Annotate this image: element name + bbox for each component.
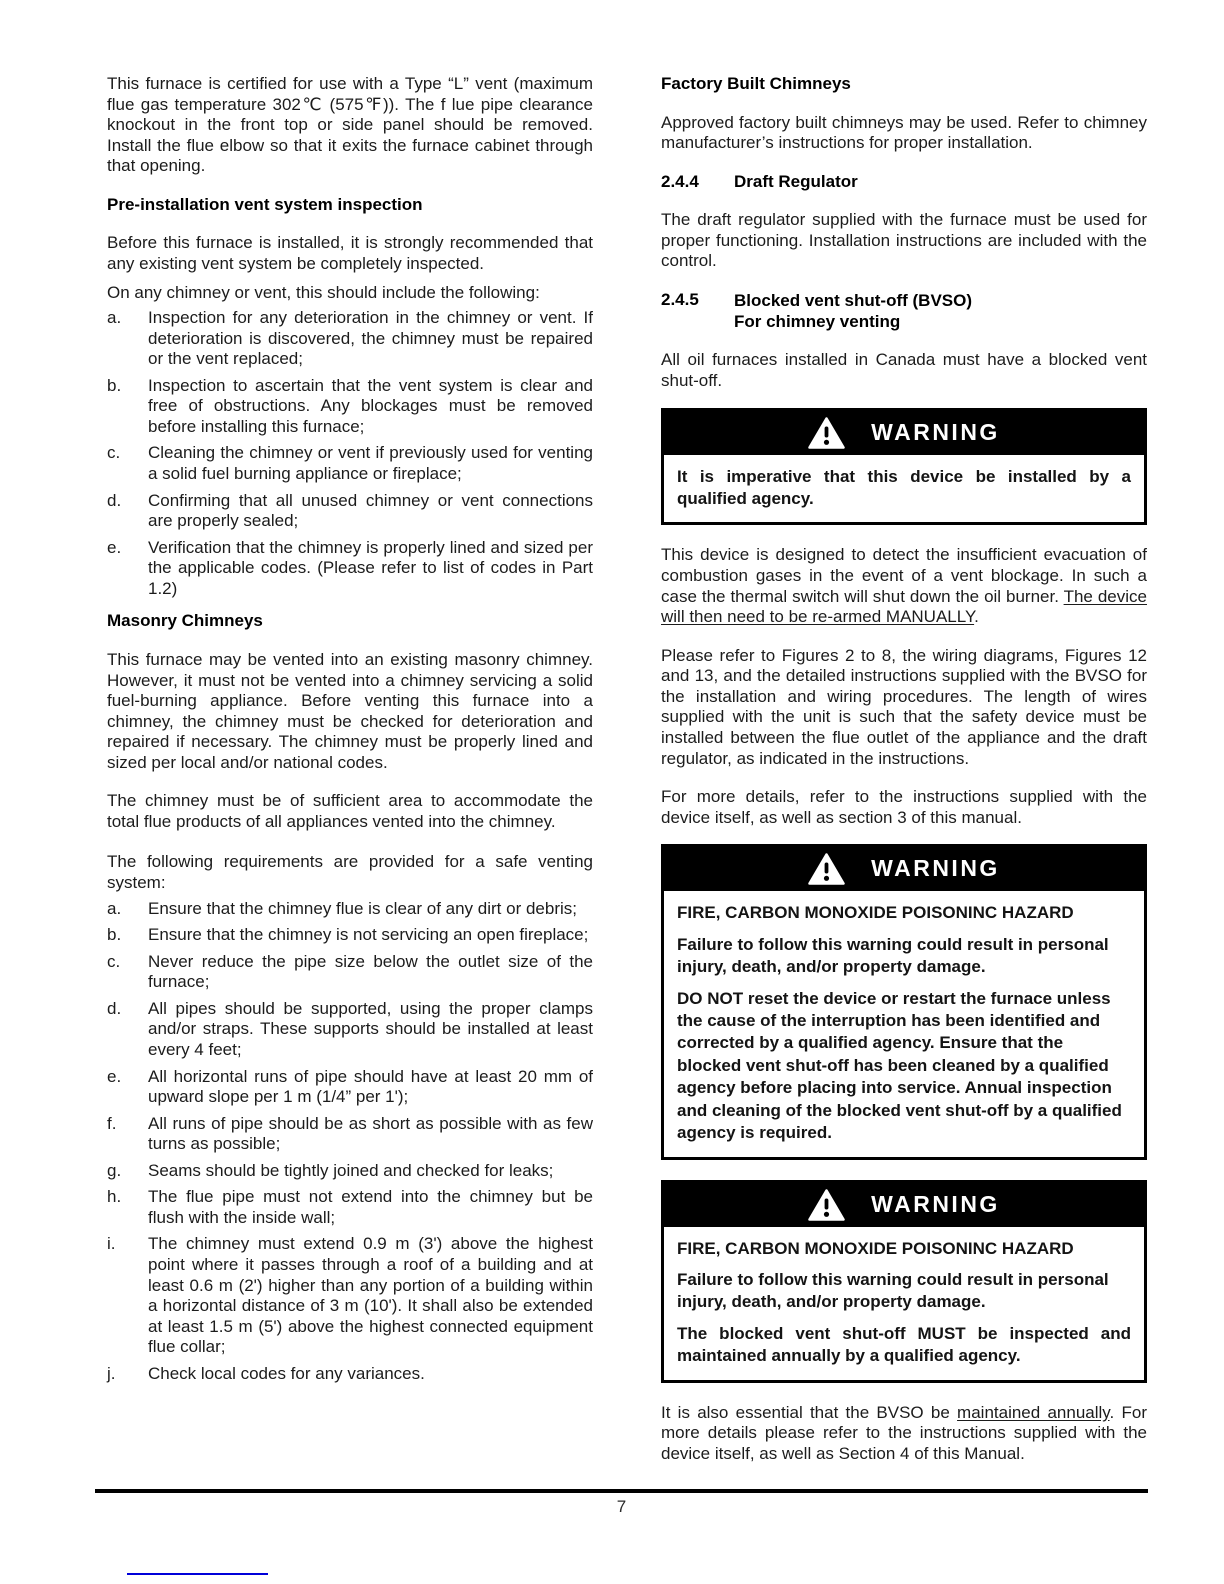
footer-rule: [95, 1489, 1148, 1493]
list-item: [107, 1161, 593, 1182]
list-item-text: The chimney must extend 0.9 m (3') above the highest point where it passes through a roof of a building and at least 0.6 m (2') higher than any portion of a building within a horizontal distance of 3 m (10'). It shall also be extended at least 1.5 m (5') above the highest connected equipment flue collar;: [148, 1234, 593, 1357]
list-item-text: Never reduce the pipe size below the outlet size of the furnace;: [148, 951, 593, 992]
list-marker: j.: [107, 1363, 116, 1383]
section-heading-blocked-vent-shutoff: [661, 290, 1147, 333]
paragraph-factory-chimneys: Approved factory built chimneys may be used. Refer to chimney manufacturer’s instructions for proper installation.: [661, 112, 1147, 153]
list-marker: d.: [107, 998, 122, 1018]
list-marker: b.: [107, 925, 122, 945]
warning-box-annual-inspection: [661, 1180, 1147, 1383]
right-column: [661, 74, 1147, 1482]
paragraph-bvso-canada: All oil furnaces installed in Canada must have a blocked vent shut-off.: [661, 350, 1147, 390]
list-item: [107, 376, 593, 438]
warning-text: DO NOT reset the device or restart the furnace unless the cause of the interruption has been identified and corrected by a qualified agency. Ensure that the blocked vent shut-off has been cleaned by a qualified agency before placing into service. Annual inspection and cleaning of the blocked vent shut-off by a qualified agency is required.: [677, 988, 1122, 1143]
paragraph-more-details-section3: For more details, refer to the instructions supplied with the device itself, as well as section 3 of this manual.: [661, 787, 1147, 827]
list-item: [107, 1067, 593, 1108]
warning-text: Failure to follow this warning could result in personal injury, death, and/or property damage.: [677, 934, 1109, 977]
list-item: [107, 1364, 593, 1385]
heading-masonry-chimneys: Masonry Chimneys: [107, 611, 263, 631]
list-marker: b.: [107, 375, 122, 395]
text-segment: .: [974, 607, 979, 627]
text-segment: . For more details please refer to the instructions supplied with the device itself, as well as Section 4 of this Manual.: [661, 1402, 1147, 1463]
list-item-text: Seams should be tightly joined and checked for leaks;: [148, 1160, 554, 1180]
warning-triangle-icon: [808, 417, 845, 449]
intro-paragraph: This furnace is certified for use with a Type “L” vent (maximum flue gas temperature 302℃ (575℉)). The f lue pipe clearance knockout in the front top or side panel should be removed. Install the flue elbow so that it exits the furnace cabinet through that opening.: [107, 74, 593, 176]
list-item-text: Inspection to ascertain that the vent system is clear and free of obstructions. Any blockages must be removed before installing this furnace;: [148, 375, 593, 436]
list-item: [107, 1114, 593, 1155]
list-vent-inspection: [107, 308, 593, 599]
text-segment: This device is designed to detect the insufficient evacuation of combustion gases in the event of a vent blockage. In such a case the thermal switch will shut down the oil burner.: [661, 545, 1147, 606]
section-title-line1: Blocked vent shut-off (BVSO): [734, 290, 973, 310]
warning-body: [664, 455, 1144, 523]
list-safe-venting-requirements: [107, 899, 593, 1385]
paragraph-draft-regulator: The draft regulator supplied with the furnace must be used for proper functioning. Installation instructions are included with the control.: [661, 210, 1147, 271]
list-marker: i.: [107, 1234, 116, 1254]
list-item: [107, 1187, 593, 1228]
list-item: [107, 925, 593, 946]
warning-header: [664, 411, 1144, 455]
list-item: [107, 308, 593, 370]
list-marker: h.: [107, 1187, 122, 1207]
list-marker: g.: [107, 1160, 122, 1180]
paragraph-device-designed: [661, 545, 1147, 627]
list-marker: c.: [107, 443, 121, 463]
warning-header: [664, 847, 1144, 891]
paragraph-safe-venting-requirements: The following requirements are provided for a safe venting system:: [107, 852, 593, 892]
section-title-line2: For chimney venting: [734, 312, 901, 332]
footer-link-mark: [127, 1573, 268, 1575]
list-item: [107, 491, 593, 532]
list-item-text: All horizontal runs of pipe should have at least 20 mm of upward slope per 1 m (1/4” per 1');: [148, 1066, 593, 1107]
warning-triangle-icon: [808, 853, 845, 885]
list-item-text: Ensure that the chimney is not servicing an open fireplace;: [148, 925, 589, 945]
warning-box-installed-by-qualified-agency: [661, 408, 1147, 526]
list-marker: a.: [107, 898, 122, 918]
list-item: [107, 952, 593, 993]
list-marker: f.: [107, 1113, 117, 1133]
list-item: [107, 899, 593, 920]
list-item: [107, 538, 593, 600]
section-number: 2.4.4: [661, 171, 699, 191]
page-number: 7: [616, 1497, 627, 1516]
warning-label: WARNING: [871, 418, 1000, 445]
list-item-text: Verification that the chimney is properly lined and sized per the applicable codes. (Please refer to list of codes in Part 1.2): [148, 537, 593, 598]
warning-triangle-icon: [808, 1189, 845, 1221]
section-heading-draft-regulator: [661, 172, 1147, 193]
paragraph-refer-figures: Please refer to Figures 2 to 8, the wiring diagrams, Figures 12 and 13, and the detailed instructions supplied with the BVSO for the installation and wiring procedures. The length of wires supplied with the unit is such that the safety device must be installed between the flue outlet of the appliance and the draft regulator, as indicated in the instructions.: [661, 645, 1147, 768]
list-item-text: All pipes should be supported, using the proper clamps and/or straps. These supports should be installed at least every 4 feet;: [148, 998, 593, 1059]
list-item-text: Confirming that all unused chimney or vent connections are properly sealed;: [148, 490, 593, 531]
warning-hazard-title: FIRE, CARBON MONOXIDE POISONINC HAZARD: [677, 1238, 1074, 1258]
list-item-text: All runs of pipe should be as short as possible with as few turns as possible;: [148, 1113, 593, 1154]
warning-text: The blocked vent shut-off MUST be inspected and maintained annually by a qualified agency.: [677, 1323, 1131, 1366]
paragraph-inspection-recommended: Before this furnace is installed, it is strongly recommended that any existing vent system be completely inspected.: [107, 233, 593, 273]
two-column-layout: [107, 74, 1147, 1482]
text-segment: It is also essential that the BVSO be: [661, 1402, 958, 1422]
list-item-text: Check local codes for any variances.: [148, 1363, 425, 1383]
list-item: [107, 443, 593, 484]
list-item: [107, 999, 593, 1061]
warning-header: [664, 1183, 1144, 1227]
paragraph-chimney-sufficient-area: The chimney must be of sufficient area to accommodate the total flue products of all appliances vented into the chimney.: [107, 791, 593, 831]
list-item-text: Ensure that the chimney flue is clear of any dirt or debris;: [148, 898, 577, 918]
list-marker: e.: [107, 537, 122, 557]
list-item-text: Inspection for any deterioration in the chimney or vent. If deterioration is discovered, the chimney must be repaired or the vent replaced;: [148, 308, 593, 369]
warning-body: [664, 891, 1144, 1156]
warning-label: WARNING: [871, 855, 1000, 882]
list-marker: c.: [107, 951, 121, 971]
paragraph-bvso-maintained-annually: [661, 1403, 1147, 1465]
list-marker: d.: [107, 490, 122, 510]
list-item-text: Cleaning the chimney or vent if previously used for venting a solid fuel burning appliance or fireplace;: [148, 443, 593, 483]
list-item: [107, 1234, 593, 1357]
paragraph-masonry-venting: This furnace may be vented into an existing masonry chimney. However, it must not be vented into a chimney servicing a solid fuel-burning appliance. Before venting this furnace into a chimney, the chimney must be checked for deterioration and repaired if necessary. The chimney must be properly lined and sized per local and/or national codes.: [107, 649, 593, 772]
heading-factory-built-chimneys: Factory Built Chimneys: [661, 74, 851, 93]
warning-body: [664, 1227, 1144, 1380]
underlined-text: maintained annually: [957, 1402, 1110, 1422]
warning-label: WARNING: [871, 1190, 1000, 1217]
underlined-text: The device will then need to be re-armed MANUALLY: [661, 586, 1147, 627]
warning-text: Failure to follow this warning could result in personal injury, death, and/or property damage.: [677, 1270, 1109, 1312]
heading-pre-installation-vent-inspection: Pre-installation vent system inspection: [107, 194, 423, 214]
list-marker: a.: [107, 308, 122, 328]
paragraph-chimney-include-following: On any chimney or vent, this should include the following:: [107, 282, 540, 302]
left-column: [107, 74, 593, 1482]
warning-text: It is imperative that this device be installed by a qualified agency.: [677, 466, 1131, 508]
list-marker: e.: [107, 1066, 122, 1086]
list-item-text: The flue pipe must not extend into the chimney but be flush with the inside wall;: [148, 1187, 593, 1227]
warning-box-do-not-reset: [661, 844, 1147, 1159]
section-title: Draft Regulator: [734, 171, 858, 191]
warning-hazard-title: FIRE, CARBON MONOXIDE POISONINC HAZARD: [677, 903, 1074, 923]
section-number: 2.4.5: [661, 289, 699, 309]
